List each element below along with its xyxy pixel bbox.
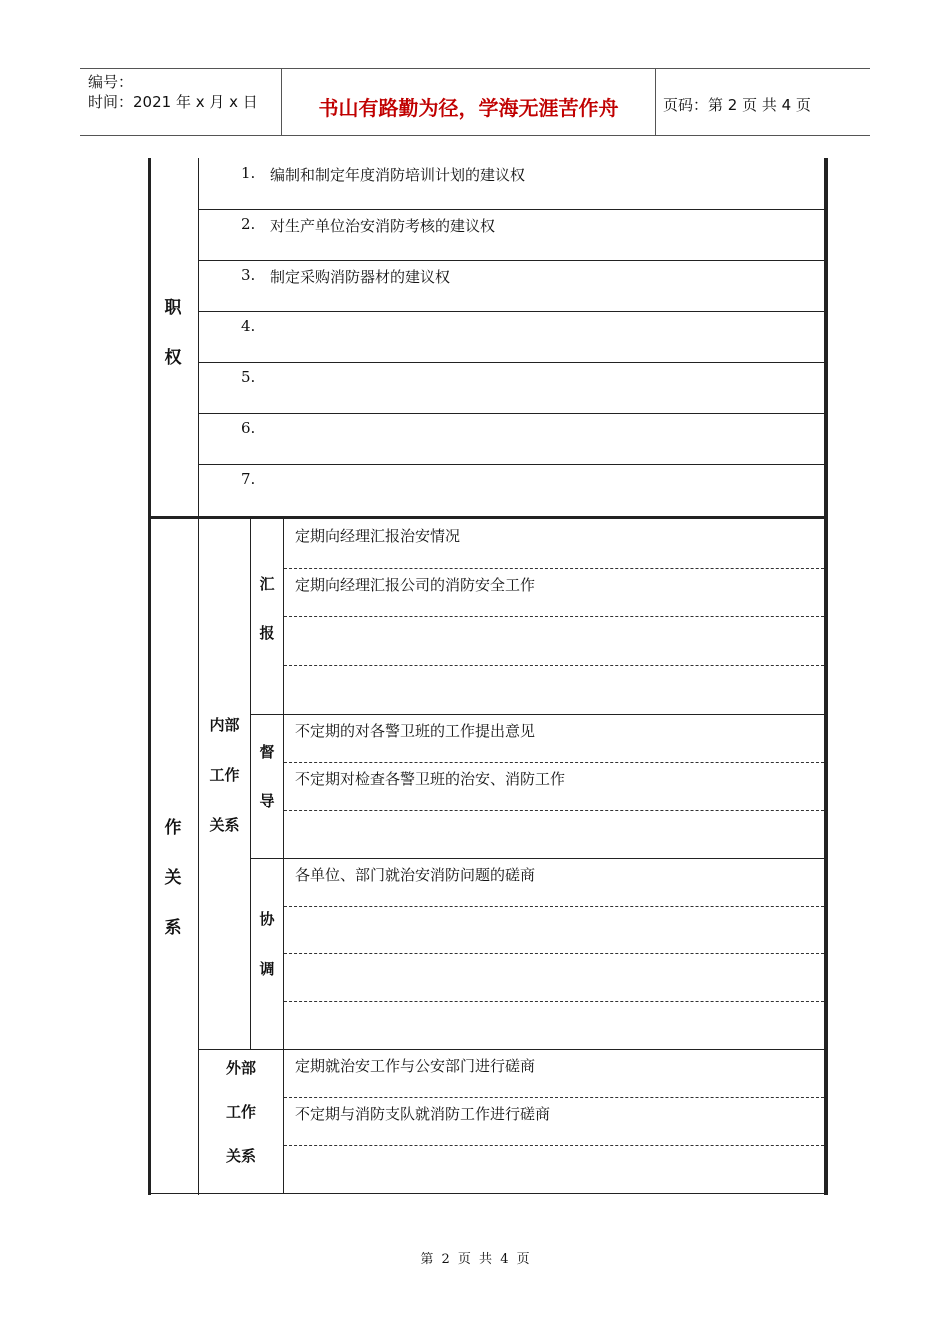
internal-label-line: 内部 bbox=[209, 716, 240, 734]
authority-row-rule bbox=[198, 260, 824, 261]
header-slogan: 书山有路勤为径，学海无涯苦作舟 bbox=[318, 96, 619, 120]
internal-label-line: 工作 bbox=[209, 766, 240, 784]
supervise-coordinate-divider bbox=[250, 858, 824, 859]
external-row-dashed-rule bbox=[284, 1145, 824, 1146]
header-top-rule bbox=[80, 68, 870, 69]
authority-item-number: 3. bbox=[241, 266, 256, 284]
report-supervise-divider bbox=[250, 714, 824, 715]
supervise-label-char: 导 bbox=[259, 792, 275, 810]
time-label: 时间：2021 年 x 月 x 日 bbox=[88, 93, 258, 111]
authority-row-rule bbox=[198, 464, 824, 465]
authority-item-text: 编制和制定年度消防培训计划的建议权 bbox=[270, 166, 526, 184]
authority-item-number: 2. bbox=[241, 215, 256, 233]
authority-row-rule bbox=[198, 413, 824, 414]
authority-item-text: 对生产单位治安消防考核的建议权 bbox=[270, 217, 496, 235]
external-row-text: 不定期与消防支队就消防工作进行磋商 bbox=[295, 1105, 551, 1123]
authority-item-number: 5. bbox=[241, 368, 256, 386]
authority-label-char: 权 bbox=[164, 348, 182, 368]
supervise-row-text: 不定期的对各警卫班的工作提出意见 bbox=[295, 722, 536, 740]
report-row-text: 定期向经理汇报治安情况 bbox=[295, 527, 461, 545]
report-label-char: 报 bbox=[259, 624, 275, 642]
external-row-text: 定期就治安工作与公安部门进行磋商 bbox=[295, 1057, 536, 1075]
coordinate-label-char: 调 bbox=[259, 960, 275, 978]
supervise-row-dashed-rule bbox=[284, 762, 824, 763]
table-border-bottom bbox=[148, 1193, 828, 1194]
report-row-dashed-rule bbox=[284, 616, 824, 617]
authority-item-number: 1. bbox=[241, 164, 256, 182]
authority-item-number: 7. bbox=[241, 470, 256, 488]
supervise-label-char: 督 bbox=[259, 743, 275, 761]
label-column-rule bbox=[198, 158, 199, 1195]
external-label-line: 外部 bbox=[225, 1059, 256, 1077]
coordinate-row-dashed-rule bbox=[284, 906, 824, 907]
authority-row-rule bbox=[198, 209, 824, 210]
work-relations-label-char: 关 bbox=[164, 868, 182, 888]
report-row-text: 定期向经理汇报公司的消防安全工作 bbox=[295, 575, 536, 594]
authority-row-rule bbox=[198, 362, 824, 363]
authority-item-text: 制定采购消防器材的建议权 bbox=[270, 268, 451, 286]
internal-label-line: 关系 bbox=[209, 816, 240, 834]
table-border-right bbox=[824, 158, 828, 1195]
authority-item-number: 6. bbox=[241, 419, 256, 437]
authority-row-rule bbox=[198, 311, 824, 312]
coordinate-row-dashed-rule bbox=[284, 953, 824, 954]
code-label: 编号： bbox=[88, 73, 134, 91]
external-label-line: 工作 bbox=[225, 1103, 256, 1121]
relation-label-rule bbox=[283, 519, 284, 1194]
supervise-row-dashed-rule bbox=[284, 810, 824, 811]
work-relations-label-char: 系 bbox=[164, 918, 182, 938]
header-divider bbox=[655, 68, 656, 136]
authority-label-char: 职 bbox=[164, 298, 182, 318]
internal-external-divider bbox=[198, 1049, 824, 1050]
header-bottom-rule bbox=[80, 135, 870, 136]
header-meta bbox=[88, 72, 258, 112]
external-label-line: 关系 bbox=[225, 1147, 256, 1165]
authority-item-number: 4. bbox=[241, 317, 256, 335]
job-description-table bbox=[148, 158, 828, 1195]
coordinate-row-dashed-rule bbox=[284, 1001, 824, 1002]
work-relations-label-char: 作 bbox=[164, 818, 182, 838]
coordinate-row-text: 各单位、部门就治安消防问题的磋商 bbox=[295, 866, 536, 884]
external-row-dashed-rule bbox=[284, 1097, 824, 1098]
header-page-info: 页码：第 2 页 共 4 页 bbox=[663, 96, 811, 114]
report-row-dashed-rule bbox=[284, 568, 824, 569]
report-row-dashed-rule bbox=[284, 665, 824, 666]
report-label-char: 汇 bbox=[259, 575, 275, 593]
page-footer: 第 2 页 共 4 页 bbox=[420, 1252, 530, 1267]
coordinate-label-char: 协 bbox=[259, 910, 275, 928]
supervise-row-text: 不定期对检查各警卫班的治安、消防工作 bbox=[295, 770, 566, 788]
